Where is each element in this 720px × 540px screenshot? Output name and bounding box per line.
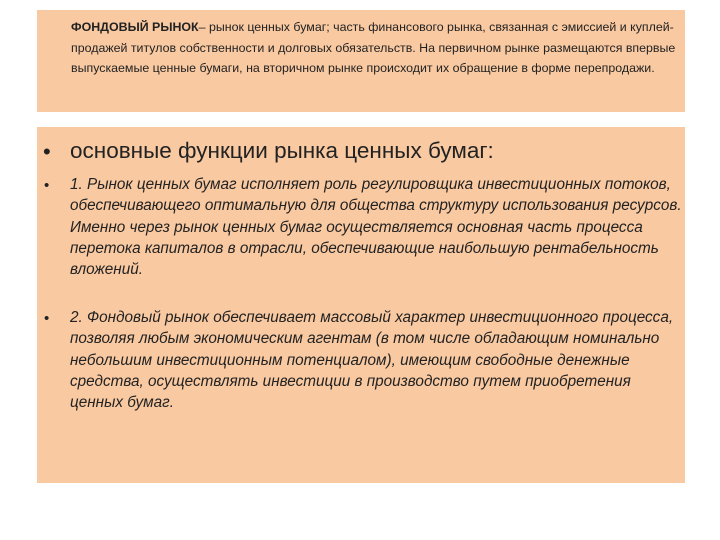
list-item-bullet: • xyxy=(44,310,50,327)
definition-term: ФОНДОВЫЙ РЫНОК xyxy=(71,20,199,34)
list-item-bullet: • xyxy=(44,177,50,194)
definition-text: – рынок ценных бумаг; часть финансового рынка, связанная с эмиссией и куплей-продажей титулов собственности и долговых обязательств. На первичном рынке размещаются впервые выпускаемые ценные бумаги, на вторичном рынке происходит их обращение в форме перепродажи. xyxy=(71,20,676,76)
heading-bullet: • xyxy=(43,139,51,164)
function-item-2: 2. Фондовый рынок обеспечивает массовый характер инвестиционного процесса, позволяя любым экономическим агентам (в том числе обладающим номинально небольшим инвестиционным потенциалом), имеющим свободные денежные средства, осуществлять инвестиции в производство путем приобретения ценных бумаг. xyxy=(70,309,674,412)
function-item-1: 1. Рынок ценных бумаг исполняет роль регулировщика инвестиционных потоков, обеспечивающего оптимальную для общества структуру использования ресурсов. Именно через рынок ценных бумаг осуществляется основная часть процесса перетока капиталов в отрасли, обеспечивающие наибольшую рентабельность вложений. xyxy=(70,176,682,279)
functions-heading: основные функции рынка ценных бумаг: xyxy=(70,138,494,163)
definition-box xyxy=(37,10,685,112)
